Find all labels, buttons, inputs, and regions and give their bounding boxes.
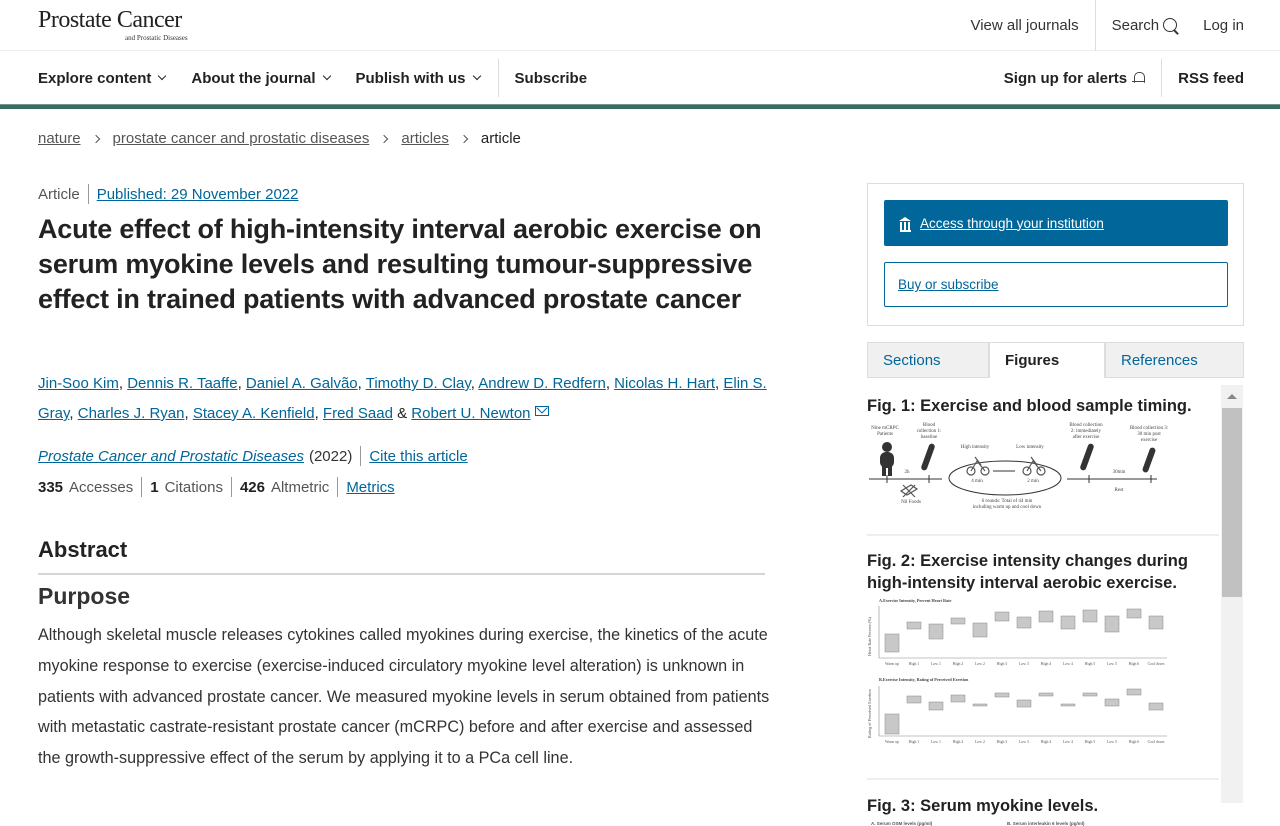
- tab-figures[interactable]: Figures: [989, 342, 1105, 378]
- figure-title: Fig. 2: Exercise intensity changes during high-intensity interval aerobic exercise.: [867, 552, 1188, 592]
- tick-label: Low 3: [1019, 662, 1029, 666]
- citations-label: Citations: [164, 478, 223, 496]
- buy-subscribe-button[interactable]: Buy or subscribe: [884, 262, 1228, 307]
- tick-label: Low 3: [1019, 740, 1029, 744]
- axis-label: Rating of Perceived Exertion: [867, 689, 872, 738]
- figures-list: [867, 386, 1219, 826]
- figure-title: Fig. 1: Exercise and blood sample timing.: [867, 397, 1192, 415]
- accesses-count: 335: [38, 478, 64, 496]
- panel-title: A.Exercise Intensity, Percent Heart Rate: [879, 598, 952, 603]
- purpose-text: Although skeletal muscle releases cytokines called myokines during exercise, the kinetics of the acute myokine response to exercise (exercise-induced circulatory myokine level alteration) is unknown in patients with advanced prostate cancer. We measured myokine levels in serum obtained from patients with metastatic castrate-resistant prostate cancer (mCRPC) before and after exercise and assessed the growth-suppressive effect of the serum by applying it to a PCa cell line.: [38, 626, 770, 768]
- cite-article-link[interactable]: Cite this article: [369, 447, 468, 465]
- author-list: [38, 369, 778, 429]
- publication-year: (2022): [308, 447, 353, 465]
- tick-label: Warm up: [885, 662, 899, 666]
- sidebar-tabs: [867, 342, 1244, 378]
- diagram-label: 4 min: [971, 479, 983, 484]
- search-label: Search: [1111, 17, 1160, 34]
- author-separator: ,: [118, 375, 128, 392]
- diagram-label: Rest: [1114, 488, 1124, 493]
- nav-publish-with-us[interactable]: [356, 70, 480, 87]
- institution-icon: [899, 217, 912, 230]
- figure-item[interactable]: [867, 395, 1219, 536]
- nav-subscribe[interactable]: Subscribe: [514, 69, 588, 87]
- author-separator: ,: [605, 375, 615, 392]
- axis-label: Heart Rate Percent (%): [867, 617, 872, 656]
- author-separator: &: [392, 405, 412, 422]
- author-separator: ,: [470, 375, 479, 392]
- login-link[interactable]: Log in: [1203, 17, 1244, 34]
- author-link[interactable]: Timothy D. Clay: [365, 375, 471, 392]
- divider: [360, 446, 361, 466]
- tick-label: High 5: [1084, 740, 1096, 744]
- figure-item[interactable]: [867, 550, 1219, 780]
- diagram-label: 2: immediately: [1070, 429, 1102, 434]
- article-type: Article: [38, 185, 80, 203]
- author-separator: ,: [69, 405, 78, 422]
- diagram-label: Nine mCRPC: [871, 426, 899, 431]
- chevron-right-icon: [380, 134, 388, 142]
- chevron-right-icon: [460, 134, 468, 142]
- tick-label: High 3: [996, 662, 1008, 666]
- author-separator: ,: [237, 375, 246, 392]
- tick-label: High 2: [952, 662, 964, 666]
- scrollbar-thumb[interactable]: [1222, 408, 1242, 597]
- diagram-label: 2h: [904, 470, 910, 475]
- breadcrumb-articles[interactable]: articles: [401, 130, 449, 147]
- panel-title: B.Exercise Intensity, Rating of Perceived Exertion: [879, 677, 969, 682]
- author-link[interactable]: Daniel A. Galvão: [245, 375, 358, 392]
- chevron-down-icon: [322, 72, 330, 80]
- figure-item[interactable]: [867, 795, 1219, 826]
- purpose-heading: Purpose: [38, 583, 131, 609]
- email-icon[interactable]: [535, 406, 549, 416]
- author-link[interactable]: Robert U. Newton: [411, 405, 531, 422]
- search-icon: [1163, 18, 1179, 34]
- tick-label: Low 4: [1063, 662, 1073, 666]
- diagram-label: including warm up and cool down: [972, 505, 1042, 510]
- author-link[interactable]: Elin S. Gray: [38, 375, 767, 422]
- rss-feed-link[interactable]: RSS feed: [1178, 69, 1244, 87]
- tick-label: Low 5: [1107, 740, 1117, 744]
- divider: [141, 477, 142, 497]
- abstract-heading: Abstract: [38, 537, 128, 562]
- tick-label: Low 5: [1107, 662, 1117, 666]
- diagram-label: Patients: [877, 432, 893, 437]
- article-meta: [38, 184, 298, 204]
- accesses-label: Accesses: [69, 478, 134, 496]
- article-metrics: [38, 477, 395, 497]
- altmetric-count: 426: [239, 478, 265, 496]
- metrics-link[interactable]: Metrics: [346, 478, 395, 496]
- bell-icon: [1132, 72, 1145, 85]
- author-separator: ,: [314, 405, 323, 422]
- author-link[interactable]: Charles J. Ryan: [77, 405, 185, 422]
- tick-label: Low 4: [1063, 740, 1073, 744]
- figures-scrollbar[interactable]: [1221, 385, 1243, 803]
- breadcrumb-nature[interactable]: nature: [38, 130, 81, 147]
- diagram-label: after exercise: [1072, 435, 1100, 440]
- tick-label: Low 1: [931, 662, 941, 666]
- breadcrumb: [38, 130, 521, 147]
- access-institution-button[interactable]: [884, 200, 1228, 246]
- tick-label: High 4: [1040, 740, 1052, 744]
- tick-label: Low 2: [975, 740, 985, 744]
- search-button[interactable]: [1095, 0, 1196, 51]
- journal-name-link[interactable]: Prostate Cancer and Prostatic Diseases: [38, 447, 304, 465]
- diagram-label: Blood collection: [1069, 423, 1103, 428]
- tick-label: Low 2: [975, 662, 985, 666]
- figure-2-boxplots: [867, 596, 1167, 744]
- journal-logo[interactable]: [38, 6, 188, 42]
- tab-sections[interactable]: Sections: [867, 342, 989, 378]
- alerts-label: Sign up for alerts: [1003, 69, 1128, 87]
- tick-label: High 1: [908, 740, 920, 744]
- diagram-label: baseline: [920, 435, 938, 440]
- diagram-label: exercise: [1140, 438, 1158, 443]
- nav-divider: [498, 59, 499, 97]
- access-label: Access through your institution: [920, 215, 1104, 231]
- figure-1-diagram: [867, 421, 1167, 517]
- tick-label: High 4: [1040, 662, 1052, 666]
- diagram-label: 6 rounds: Total of 44 min: [981, 499, 1033, 504]
- breadcrumb-journal[interactable]: prostate cancer and prostatic diseases: [112, 130, 370, 147]
- diagram-label: Nil Foods: [901, 500, 921, 505]
- journal-nav: [0, 52, 1280, 104]
- tick-label: High 3: [996, 740, 1008, 744]
- tick-label: Low 1: [931, 740, 941, 744]
- site-header: [0, 0, 1280, 51]
- tab-references[interactable]: References: [1105, 342, 1244, 378]
- altmetric-label: Altmetric: [270, 478, 330, 496]
- author-link[interactable]: Jin-Soo Kim: [38, 375, 119, 392]
- author-link[interactable]: Fred Saad: [322, 405, 393, 422]
- journal-citation: [38, 446, 468, 466]
- nav-label: Explore content: [38, 69, 152, 87]
- tick-label: Cool down: [1147, 662, 1165, 666]
- nav-label: About the journal: [191, 69, 316, 87]
- tick-label: High 6: [1128, 740, 1140, 744]
- tick-label: Cool down: [1147, 740, 1165, 744]
- diagram-label: 30min: [1112, 470, 1126, 475]
- author-link[interactable]: Nicolas H. Hart: [614, 375, 716, 392]
- panel-title: A. Serum OSM levels (pg/ml): [871, 821, 933, 826]
- access-panel: [867, 183, 1244, 326]
- divider: [38, 573, 765, 575]
- published-date-link[interactable]: Published: 29 November 2022: [96, 185, 299, 203]
- chevron-right-icon: [91, 134, 99, 142]
- nav-divider: [1161, 59, 1162, 97]
- tick-label: High 5: [1084, 662, 1096, 666]
- tick-label: Warm up: [885, 740, 899, 744]
- logo-title: Prostate Cancer: [38, 7, 182, 33]
- author-separator: ,: [184, 405, 193, 422]
- diagram-label: 2 min: [1027, 479, 1039, 484]
- divider: [88, 184, 89, 204]
- author-link[interactable]: Andrew D. Redfern: [478, 375, 606, 392]
- divider: [337, 477, 338, 497]
- diagram-label: collection 1:: [916, 429, 942, 434]
- author-separator: ,: [715, 375, 724, 392]
- breadcrumb-current: article: [480, 130, 521, 147]
- figure-title: Fig. 3: Serum myokine levels.: [867, 797, 1099, 815]
- diagram-label: 30 min post: [1137, 432, 1161, 437]
- chevron-down-icon: [472, 72, 480, 80]
- divider: [231, 477, 232, 497]
- article-title: Acute effect of high-intensity interval aerobic exercise on serum myokine levels and resulting tumour-suppressive effect in trained patients with advanced prostate cancer: [38, 214, 762, 314]
- chevron-down-icon: [158, 72, 166, 80]
- diagram-label: Blood: [922, 423, 936, 428]
- citations-count: 1: [150, 478, 159, 496]
- logo-subtitle: and Prostatic Diseases: [125, 34, 188, 42]
- diagram-label: Low intensity: [1016, 445, 1044, 450]
- nav-accent-bar: [0, 104, 1280, 109]
- sign-up-alerts-link[interactable]: [1004, 70, 1145, 87]
- scroll-up-arrow-icon[interactable]: [1227, 394, 1237, 399]
- tick-label: High 1: [908, 662, 920, 666]
- author-link[interactable]: Dennis R. Taaffe: [127, 375, 238, 392]
- view-all-journals-link[interactable]: View all journals: [970, 17, 1079, 34]
- author-separator: ,: [357, 375, 366, 392]
- panel-title: B. Serum interleukin 6 levels (pg/ml): [1007, 821, 1085, 826]
- diagram-label: Blood collection 3:: [1129, 426, 1169, 431]
- tick-label: High 2: [952, 740, 964, 744]
- nav-label: Publish with us: [355, 69, 466, 87]
- nav-about-journal[interactable]: [191, 70, 329, 87]
- author-link[interactable]: Stacey A. Kenfield: [192, 405, 315, 422]
- diagram-label: High intensity: [960, 445, 990, 450]
- tick-label: High 6: [1128, 662, 1140, 666]
- nav-explore-content[interactable]: [38, 70, 165, 87]
